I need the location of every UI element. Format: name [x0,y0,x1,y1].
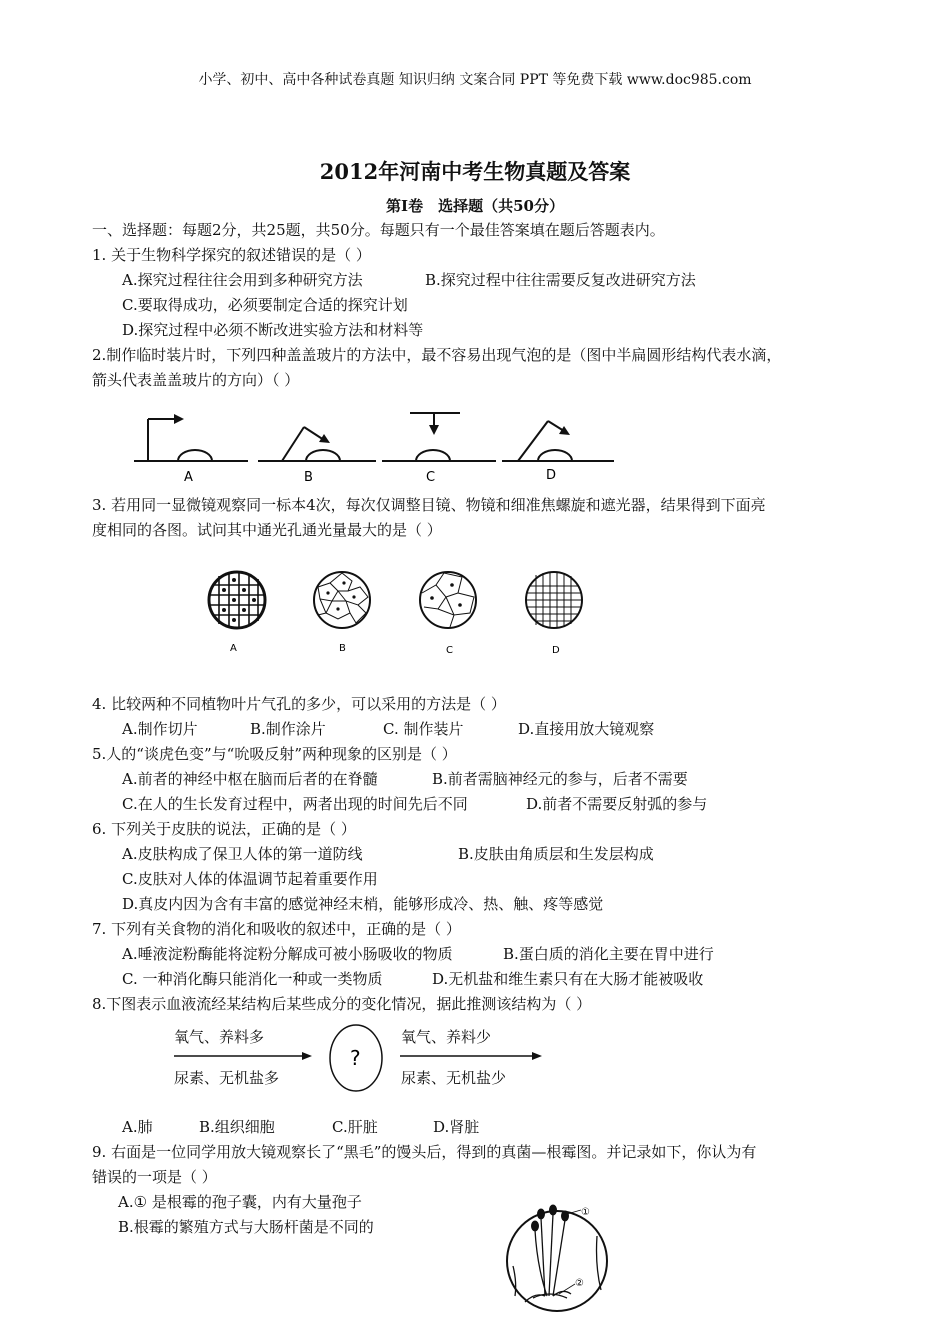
q2-label-b: B [304,470,313,485]
q8-diagram [170,1025,550,1095]
q1-option-d: D.探究过程中必须不断改进实验方法和材料等 [122,321,424,339]
q8-option-c: C.肝脏 [332,1118,378,1136]
q4-option-a: A.制作切片 [122,720,198,738]
q9-stem-line2: 错误的一项是（ ） [92,1168,217,1186]
q6-stem: 6. 下列关于皮肤的说法，正确的是（ ） [92,820,356,838]
q2-stem-line2: 箭头代表盖盖玻片的方向）（ ） [92,371,300,389]
q7-option-c: C. 一种消化酶只能消化一种或一类物质 [122,970,383,988]
q9-option-b: B.根霉的繁殖方式与大肠杆菌是不同的 [118,1218,374,1236]
q4-option-c: C. 制作装片 [383,720,464,738]
instructions: 一、选择题：每题2分，共25题，共50分。每题只有一个最佳答案填在题后答题表内。 [92,221,665,239]
q4-option-d: D.直接用放大镜观察 [518,720,655,738]
q2-label-c: C [426,470,436,485]
q2-d-water-drop [538,450,572,461]
arrow-icon [532,1052,542,1060]
q3-figure [200,565,580,660]
q3-label-c: C [446,645,453,656]
q3-view-d [526,572,582,628]
q5-option-b: B.前者需脑神经元的参与，后者不需要 [432,770,688,788]
q8-right-top: 氧气、养料少 [401,1028,492,1046]
magnifier-circle [507,1211,607,1311]
q6-option-d: D.真皮内因为含有丰富的感觉神经末梢，能够形成冷、热、触、疼等感觉 [122,895,604,913]
q9-option-a: A.① 是根霉的孢子囊，内有大量孢子 [118,1193,362,1211]
arrow-icon [429,425,439,435]
q1-option-b: B.探究过程中往往需要反复改进研究方法 [425,271,696,289]
q3-label-a: A [230,643,237,654]
q9-marker-2: ② [575,1278,584,1289]
arrow-icon [302,1052,312,1060]
arrowheads [174,414,570,443]
q5-option-d: D.前者不需要反射弧的参与 [526,795,708,813]
page-header: 小学、初中、高中各种试卷真题 知识归纳 文案合同 PPT 等免费下载 www.doc985.com [198,72,752,88]
arrow-icon [559,426,570,435]
q5-option-a: A.前者的神经中枢在脑而后者的在脊髓 [122,770,378,788]
q7-option-a: A.唾液淀粉酶能将淀粉分解成可被小肠吸收的物质 [122,945,453,963]
q8-question-mark: ? [350,1046,361,1070]
q7-option-d: D.无机盐和维生素只有在大肠才能被吸收 [432,970,704,988]
section-title: 第Ⅰ卷 选择题（共50分） [386,197,564,215]
q8-left-bottom: 尿素、无机盐多 [174,1069,280,1087]
q2-label-a: A [184,470,193,485]
q3-view-a [209,572,265,628]
q8-option-a: A.肺 [122,1118,153,1136]
q8-option-b: B.组织细胞 [199,1118,275,1136]
q1-option-c: C.要取得成功，必须要制定合适的探究计划 [122,296,408,314]
q8-stem: 8.下图表示血液流经某结构后某些成分的变化情况，据此推测该结构为（ ） [92,995,592,1013]
q1-option-a: A.探究过程往往会用到多种研究方法 [122,271,363,289]
q4-stem: 4. 比较两种不同植物叶片气孔的多少，可以采用的方法是（ ） [92,695,506,713]
q9-stem-line1: 9. 右面是一位同学用放大镜观察长了“黑毛”的馒头后，得到的真菌—根霉图。并记录如下，你认为有 [92,1143,757,1161]
q5-option-c: C.在人的生长发育过程中，两者出现的时间先后不同 [122,795,468,813]
arrow-icon [174,414,184,424]
q3-stem-line1: 3. 若用同一显微镜观察同一标本4次，每次仅调整目镜、物镜和细准焦螺旋和遮光器，结果得到下面亮 [92,496,766,514]
q7-option-b: B.蛋白质的消化主要在胃中进行 [503,945,714,963]
q9-hyphae [513,1214,601,1302]
q8-right-bottom: 尿素、无机盐少 [401,1069,507,1087]
q3-label-b: B [339,643,346,654]
q4-option-b: B.制作涂片 [250,720,326,738]
q2-a-water-drop [178,450,212,461]
q2-stem-line1: 2.制作临时装片时，下列四种盖盖玻片的方法中，最不容易出现气泡的是（图中半扁圆形结构代表水滴， [92,346,782,364]
q2-b-water-drop [306,450,340,461]
q8-left-top: 氧气、养料多 [174,1028,265,1046]
q3-label-d: D [552,645,560,656]
q6-option-b: B.皮肤由角质层和生发层构成 [458,845,654,863]
q3-view-b [314,572,370,628]
q8-option-d: D.肾脏 [433,1118,480,1136]
q6-option-a: A.皮肤构成了保卫人体的第一道防线 [122,845,363,863]
q7-stem: 7. 下列有关食物的消化和吸收的叙述中，正确的是（ ） [92,920,461,938]
q2-label-d: D [546,468,557,483]
q9-rhizopus-figure [505,1186,615,1311]
q2-d-coverslip [518,421,548,461]
q2-c-water-drop [416,450,450,461]
q9-marker-1: ① [581,1207,590,1218]
q6-option-c: C.皮肤对人体的体温调节起着重要作用 [122,870,378,888]
q3-view-c [420,572,476,628]
q3-stem-line2: 度相同的各图。试问其中通光孔通光量最大的是（ ） [92,521,442,539]
page-title: 2012年河南中考生物真题及答案 [319,159,631,184]
q5-stem: 5.人的“谈虎色变”与“吮吸反射”两种现象的区别是（ ） [92,745,457,763]
q1-stem: 1. 关于生物科学探究的叙述错误的是（ ） [92,246,371,264]
q2-figure [126,405,626,490]
q2-b-coverslip [282,427,304,461]
